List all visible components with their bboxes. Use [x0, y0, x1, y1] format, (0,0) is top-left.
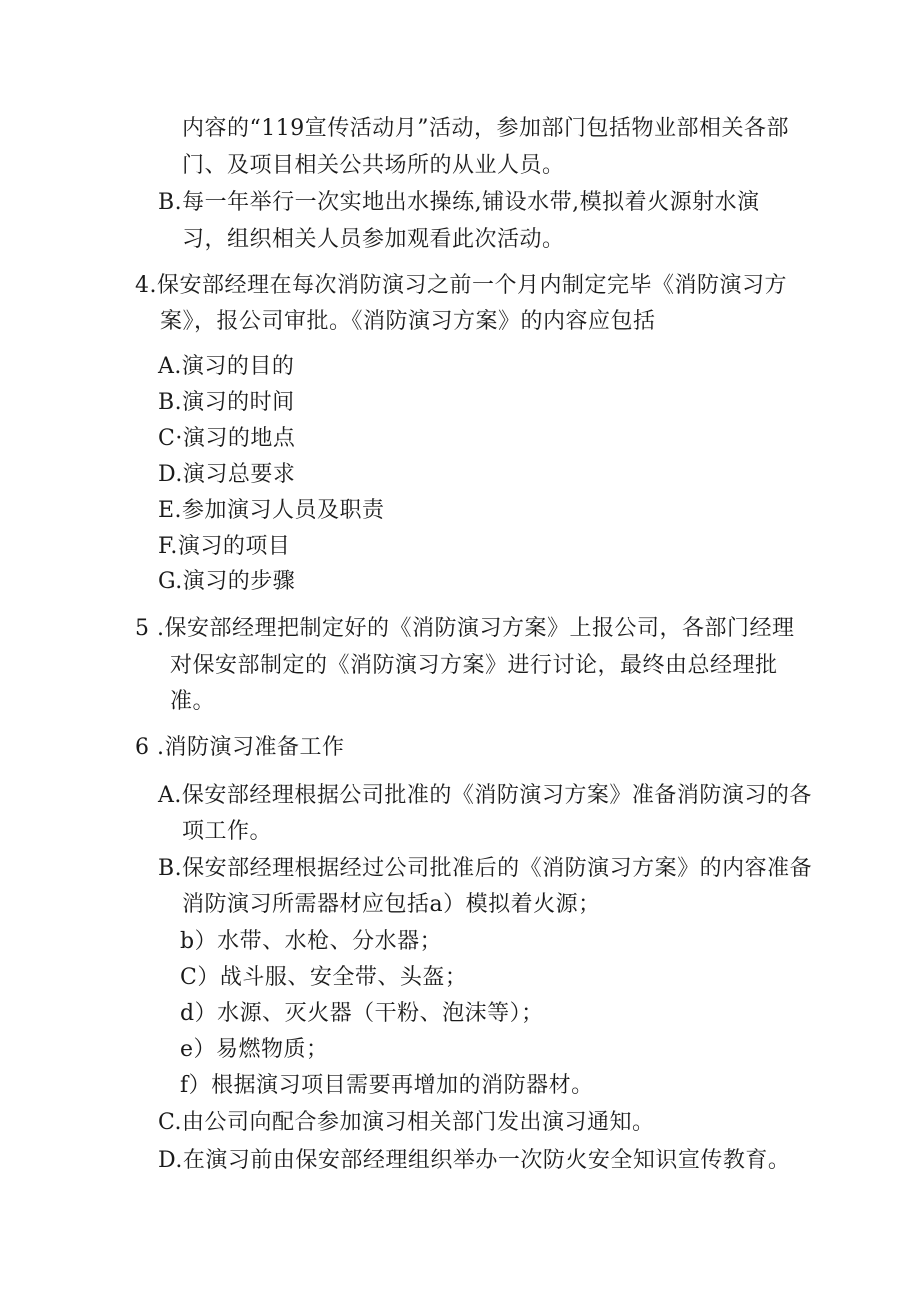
- text-line: B.保安部经理根据经过公司批准后的《消防演习方案》的内容准备: [158, 856, 813, 881]
- text-line: 对保安部制定的《消防演习方案》进行讨论，最终由总经理批: [170, 653, 778, 678]
- list-item: f）根据演习项目需要再增加的消防器材。: [180, 1073, 594, 1098]
- text-line: D.在演习前由保安部经理组织举办一次防火安全知识宣传教育。: [158, 1148, 791, 1173]
- text-line: 习，组织相关人员参加观看此次活动。: [182, 227, 565, 252]
- list-item: d）水源、灭火器（干粉、泡沫等）；: [180, 1001, 544, 1026]
- text-line: B.每一年举行一次实地出水操练,铺设水带,模拟着火源射水演: [158, 190, 760, 215]
- text-line: A.保安部经理根据公司批准的《消防演习方案》准备消防演习的各: [158, 783, 812, 808]
- list-item: C·演习的地点: [158, 426, 296, 451]
- text-line: 项工作。: [182, 819, 273, 844]
- text-line: C.由公司向配合参加演习相关部门发出演习通知。: [158, 1110, 655, 1135]
- list-item: C）战斗服、安全带、头盔；: [180, 965, 468, 990]
- text-line: 准。: [170, 689, 216, 714]
- section-heading: 6 .消防演习准备工作: [135, 735, 345, 760]
- text-line: 案》，报公司审批。《消防演习方案》的内容应包括: [160, 309, 656, 334]
- text-line: 消防演习所需器材应包括a）模拟着火源；: [182, 892, 601, 917]
- list-item: G.演习的步骤: [158, 569, 296, 594]
- list-item: E.参加演习人员及职责: [158, 498, 385, 523]
- text-line: 门、及项目相关公共场所的从业人员。: [182, 153, 565, 178]
- list-item: e）易燃物质；: [180, 1037, 329, 1062]
- list-item: A.演习的目的: [158, 354, 295, 379]
- list-item: F.演习的项目: [158, 534, 291, 559]
- list-item: B.演习的时间: [158, 390, 295, 415]
- list-item: b）水带、水枪、分水器；: [180, 929, 443, 954]
- list-item: D.演习总要求: [158, 462, 296, 487]
- text-line: 内容的“119宣传活动月”活动，参加部门包括物业部相关各部: [182, 116, 789, 141]
- text-line: 5 .保安部经理把制定好的《消防演习方案》上报公司，各部门经理: [135, 616, 795, 641]
- text-line: 4.保安部经理在每次消防演习之前一个月内制定完毕《消防演习方: [135, 273, 787, 298]
